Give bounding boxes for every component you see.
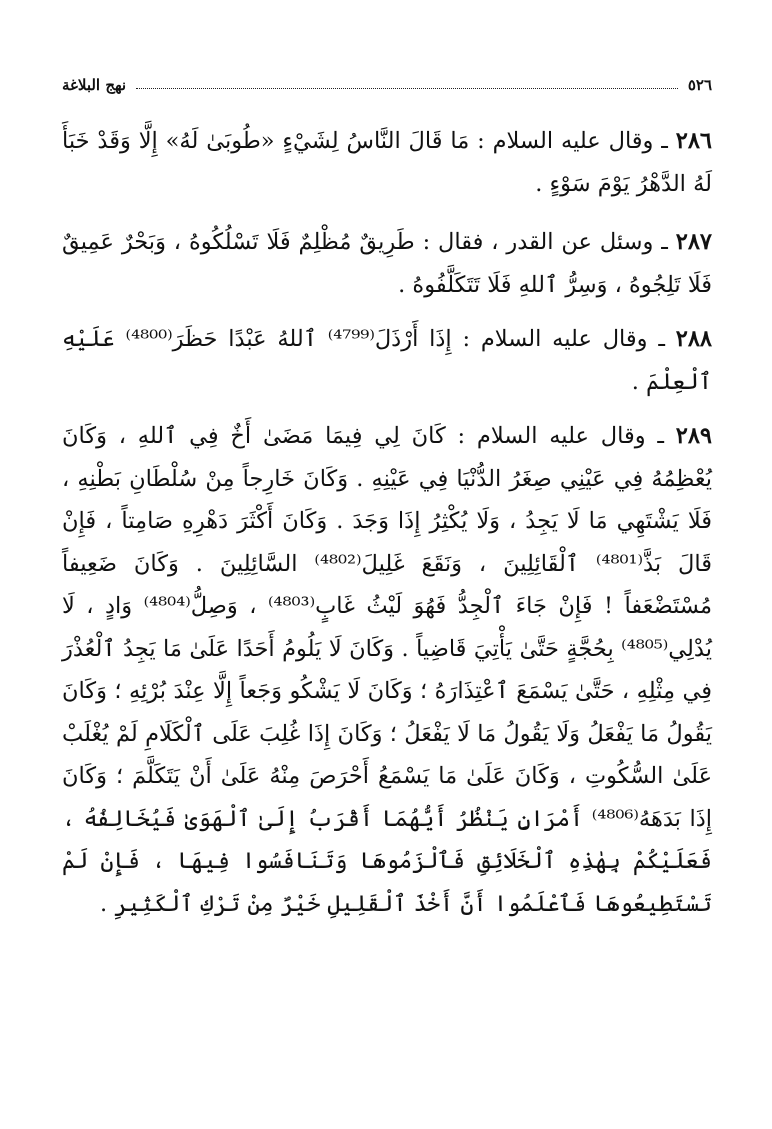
saying-287	[62, 221, 712, 306]
saying-text: كَانَ لِي فِيمَا مَضَىٰ أَخٌ فِي ٱللهِ ، وَكَانَ يُعْظِمُهُ فِي عَيْنِي صِغَرُ الدُّنْيَا فِي عَيْنِهِ . وَكَانَ خَارِجاً مِنْ سُلْطَانِ بَطْنِهِ ، فَلَا يَشْتَهِي مَا لَا يَجِدُ ، وَلَا يُكْثِرُ إِذَا وَجَدَ . وَكَانَ أَكْثَرَ دَهْرِهِ صَامِتاً ، فَإِنْ قَالَ بَذَّ⁽⁴⁸⁰¹⁾ ٱلْقَائِلِينَ ، وَنَقَعَ غَلِيلَ⁽⁴⁸⁰²⁾ السَّائِلِينَ . وَكَانَ ضَعِيفاً مُسْتَضْعَفاً ! فَإِنْ جَاءَ ٱلْجِدُّ فَهُوَ لَيْثُ غَابٍ⁽⁴⁸⁰³⁾ ، وَصِلُّ⁽⁴⁸⁰⁴⁾ وَادٍ ، لَا يُدْلِي⁽⁴⁸⁰⁵⁾ بِحُجَّةٍ حَتَّىٰ يَأْتِيَ قَاضِياً . وَكَانَ لَا يَلُومُ أَحَدًا عَلَىٰ مَا يَجِدُ ٱلْعُذْرَ فِي مِثْلِهِ ، حَتَّىٰ يَسْمَعَ ٱعْتِذَارَهُ ؛ وَكَانَ لَا يَشْكُو وَجَعاً إِلَّا عِنْدَ بُرْئِهِ ؛ وَكَانَ يَقُولُ مَا يَفْعَلُ وَلَا يَقُولُ مَا لَا يَفْعَلُ ؛ وَكَانَ إِذَا غُلِبَ عَلَى ٱلْكَلَامِ لَمْ يُغْلَبْ عَلَىٰ السُّكُوتِ ، وَكَانَ عَلَىٰ مَا يَسْمَعُ أَحْرَصَ مِنْهُ عَلَىٰ أَنْ يَتَكَلَّمَ ؛ وَكَانَ إِذَا بَدَهَهُ⁽⁴⁸⁰⁶⁾ أَمْرَانِ يَنْظُرُ أَيُّهُمَا أَقْرَبُ إِلَىٰ ٱلْهَوَىٰ فَيُخَالِفُهُ ، فَعَلَيْكُمْ بِهٰذِهِ ٱلْخَلَائِقِ فَٱلْزَمُوهَا وَتَنَافَسُوا فِيهَا ، فَإِنْ لَمْ تَسْتَطِيعُوهَا فَٱعْلَمُوا أَنَّ أَخْذَ ٱلْقَلِيلِ خَيْرٌ مِنْ تَرْكِ ٱلْكَثِيرِ .	[62, 423, 713, 917]
dotted-leader	[136, 87, 678, 89]
book-page	[62, 70, 712, 925]
saying-number: ٢٨٦	[675, 128, 713, 154]
book-title: نهج البلاغة	[62, 76, 127, 94]
saying-286	[62, 120, 712, 205]
saying-289	[62, 415, 712, 925]
saying-intro: ـ وسئل عن القدر ، فقال :	[422, 229, 668, 255]
saying-text: طَرِيقٌ مُظْلِمٌ فَلَا تَسْلُكُوهُ ، وَبَحْرٌ عَمِيقٌ فَلَا تَلِجُوهُ ، وَسِرُّ ٱللهِ فَلَا تَتَكَلَّفُوهُ .	[62, 229, 712, 298]
saying-number: ٢٨٨	[675, 326, 713, 352]
saying-number: ٢٨٩	[675, 423, 713, 449]
page-number: ٥٢٦	[687, 76, 712, 94]
saying-intro: ـ وقال عليه السلام :	[457, 423, 664, 449]
running-header	[62, 70, 712, 94]
saying-intro: ـ وقال عليه السلام :	[462, 326, 665, 352]
saying-text: مَا قَالَ النَّاسُ لِشَيْءٍ «طُوبَىٰ لَهُ» إِلَّا وَقَدْ خَبَأَ لَهُ الدَّهْرُ يَوْمَ سَوْءٍ .	[62, 128, 712, 197]
saying-number: ٢٨٧	[675, 229, 713, 255]
saying-text: إِذَا أَرْذَلَ⁽⁴⁷⁹⁹⁾ ٱللهُ عَبْدًا حَظَرَ⁽⁴⁸⁰⁰⁾ عَلَيْهِ ٱلْعِلْمَ .	[62, 326, 712, 395]
saying-288	[62, 318, 712, 403]
saying-intro: ـ وقال عليه السلام :	[477, 128, 668, 154]
